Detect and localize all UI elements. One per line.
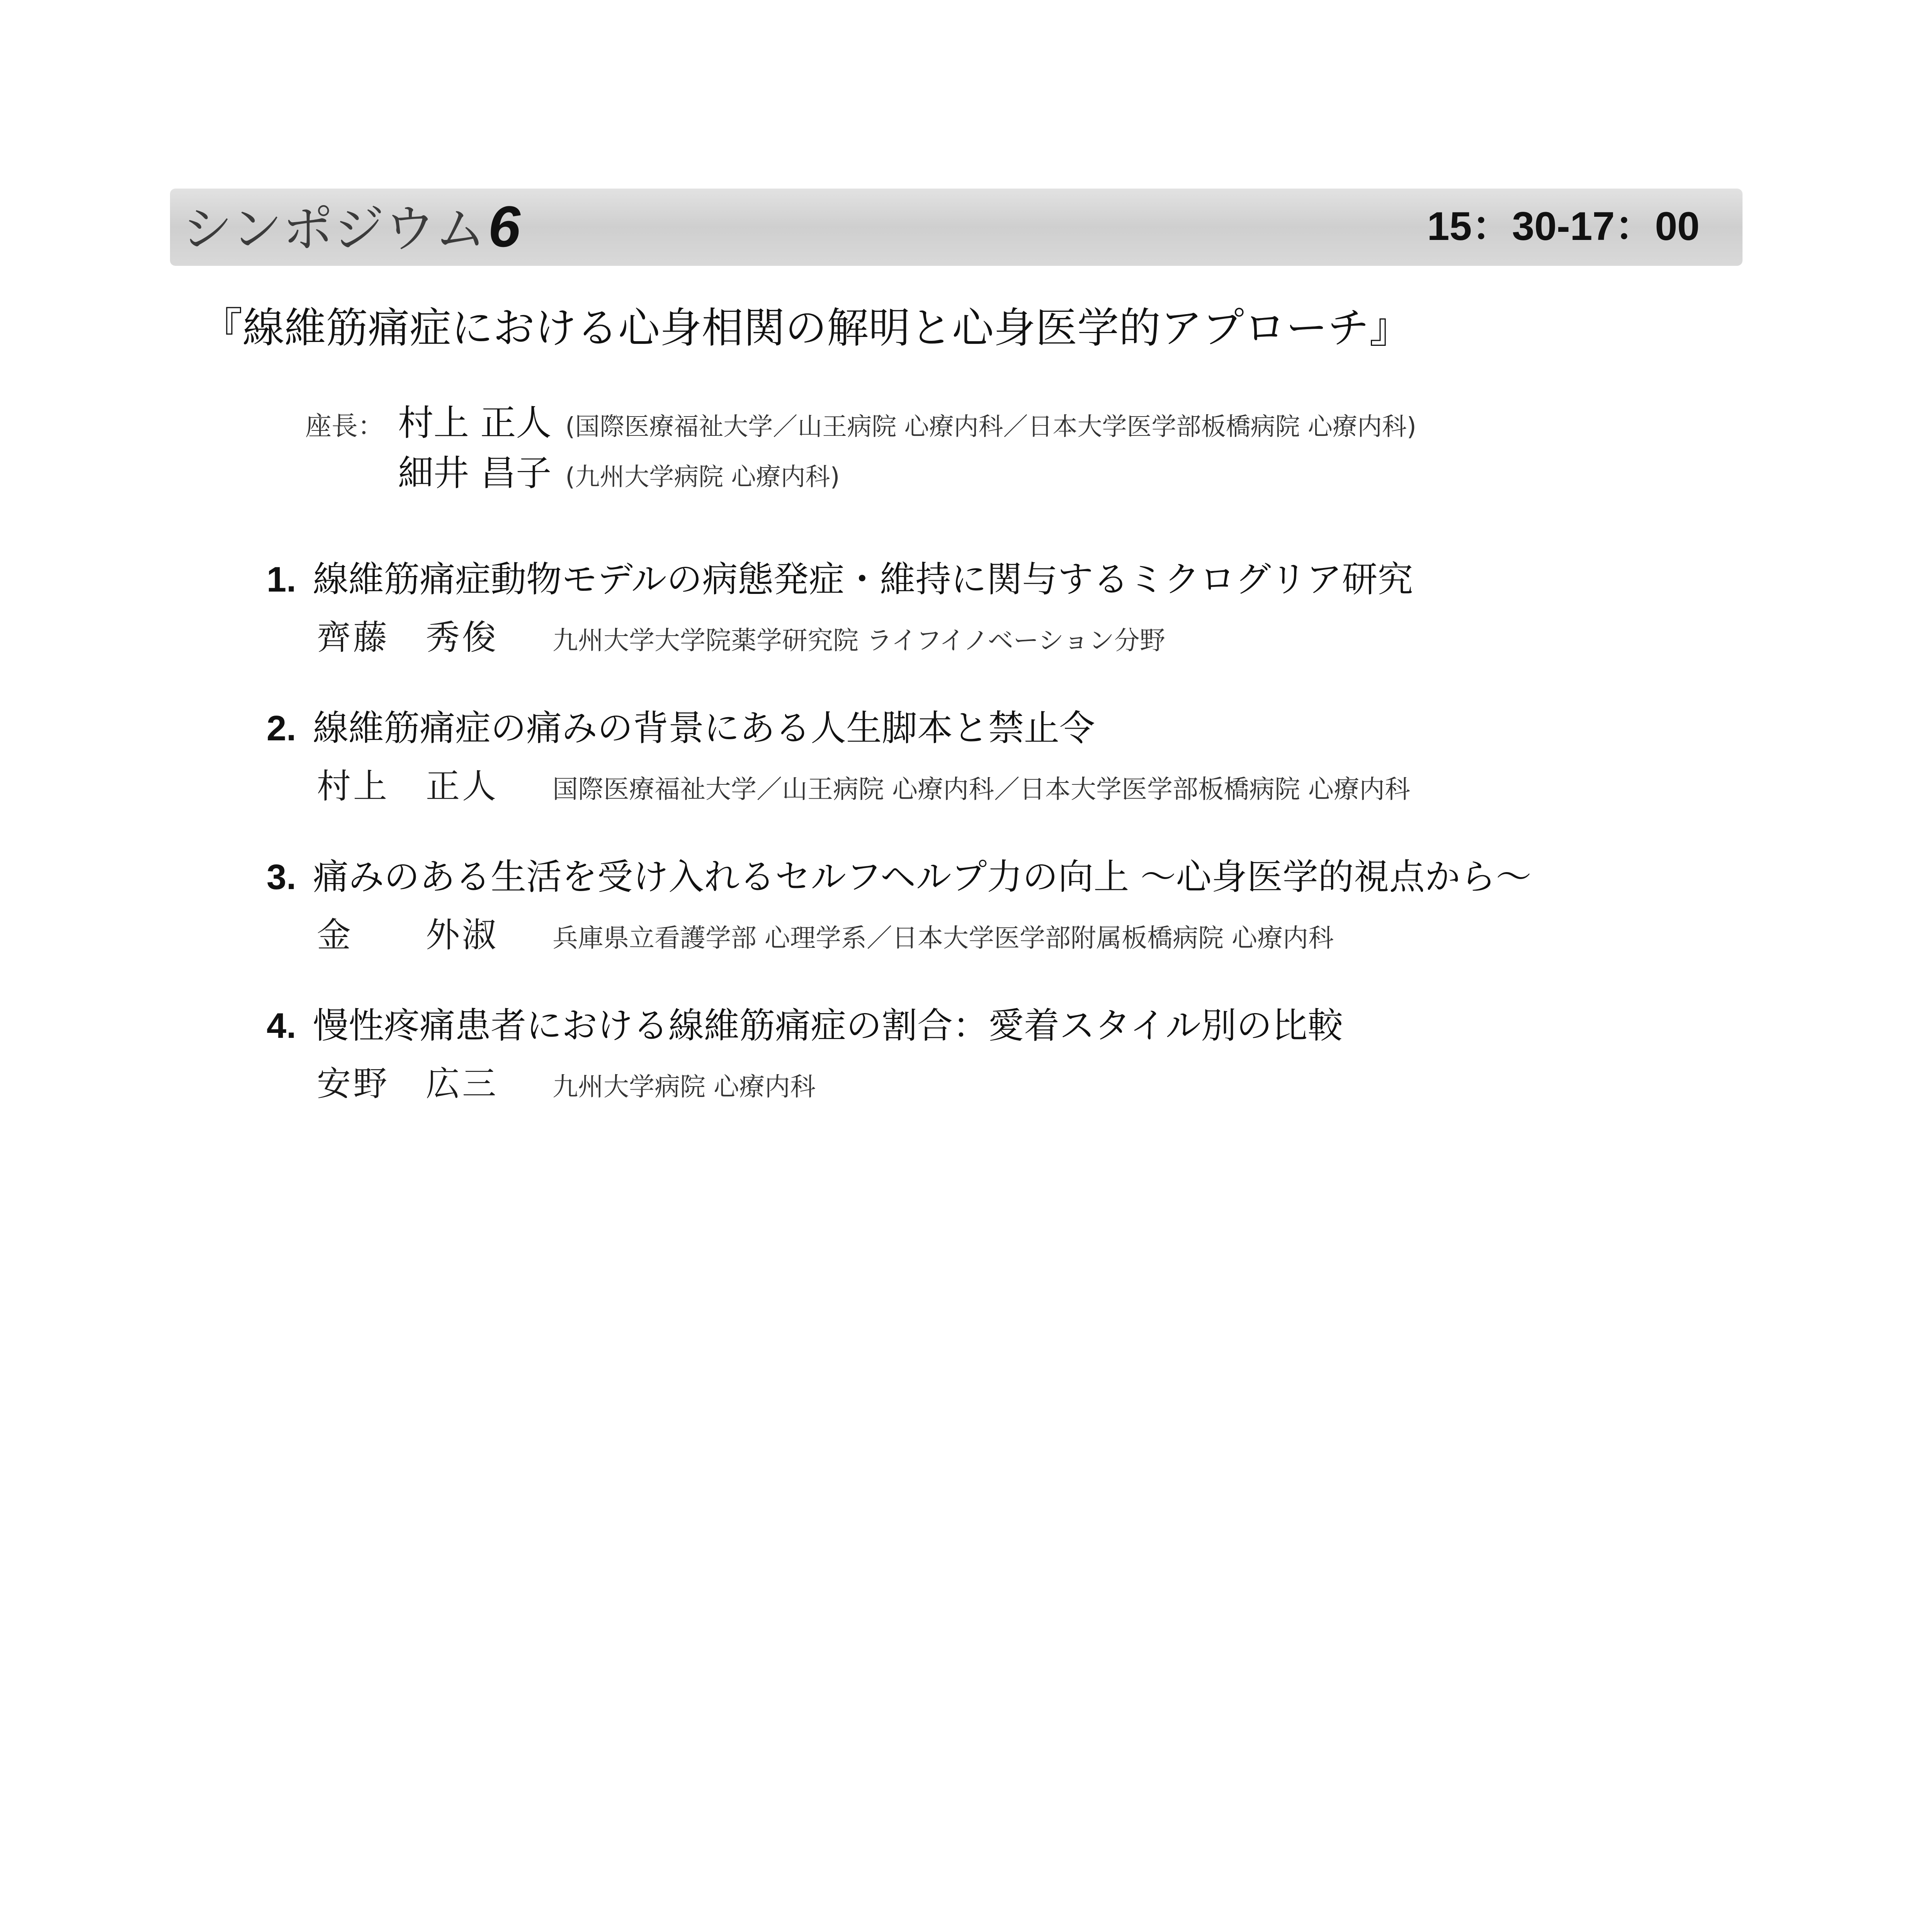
presentation-author: 金 外淑	[317, 915, 499, 955]
presentation-author-row	[267, 611, 1696, 665]
symposium-title: 『線維筋痛症における心身相関の解明と心身医学的アプローチ』	[201, 304, 1411, 352]
presentation-author-row	[267, 759, 1696, 813]
presentation-number: 2.	[267, 709, 296, 748]
presentation-title: 線維筋痛症の痛みの背景にある人生脚本と禁止令	[313, 707, 1095, 749]
presentation-title: 痛みのある生活を受け入れるセルフヘルプ力の向上 ～心身医学的視点から～	[313, 856, 1532, 898]
section-header-label: シンポジウム	[182, 199, 486, 259]
presentation-affiliation: 九州大学大学院薬学研究院 ライフイノベーション分野	[553, 626, 1165, 655]
presentation-item	[267, 549, 1696, 697]
presentation-title-row	[267, 846, 1696, 908]
presentation-title-row	[267, 995, 1696, 1057]
presentation-affiliation: 九州大学病院 心療内科	[553, 1072, 816, 1102]
presentation-number: 1.	[267, 560, 296, 599]
presentation-author-row	[267, 1057, 1696, 1111]
presentation-title-row	[267, 697, 1696, 759]
presentation-item	[267, 846, 1696, 995]
presentation-affiliation: 国際医療福祉大学／山王病院 心療内科／日本大学医学部板橋病院 心療内科	[553, 774, 1410, 804]
presentation-item	[267, 995, 1696, 1144]
session-time: 15：30-17：00	[1427, 204, 1700, 249]
presentation-list	[267, 549, 1696, 1144]
chairs-block	[305, 398, 1416, 498]
section-header-title	[182, 192, 520, 261]
presentation-title: 線維筋痛症動物モデルの病態発症・維持に関与するミクログリア研究	[313, 559, 1413, 600]
chair-label: 座長：	[305, 411, 384, 442]
presentation-number: 3.	[267, 857, 296, 897]
chair-row	[305, 398, 1416, 448]
section-header-number: 6	[488, 194, 520, 259]
presentation-number: 4.	[267, 1006, 296, 1046]
presentation-affiliation: 兵庫県立看護学部 心理学系／日本大学医学部附属板橋病院 心療内科	[553, 923, 1334, 953]
presentation-item	[267, 697, 1696, 846]
chair-affiliation: (国際医療福祉大学／山王病院 心療内科／日本大学医学部板橋病院 心療内科)	[565, 413, 1416, 441]
presentation-title: 慢性疼痛患者における線維筋痛症の割合：愛着スタイル別の比較	[313, 1005, 1343, 1046]
chair-affiliation: (九州大学病院 心療内科)	[565, 463, 840, 492]
presentation-author: 齊藤 秀俊	[317, 617, 499, 657]
chair-name: 村上 正人	[398, 402, 552, 444]
chair-row	[305, 448, 1416, 498]
presentation-title-row	[267, 549, 1696, 611]
presentation-author: 安野 広三	[317, 1064, 499, 1104]
chair-name: 細井 昌子	[398, 452, 552, 494]
presentation-author-row	[267, 908, 1696, 962]
presentation-author: 村上 正人	[317, 766, 499, 806]
